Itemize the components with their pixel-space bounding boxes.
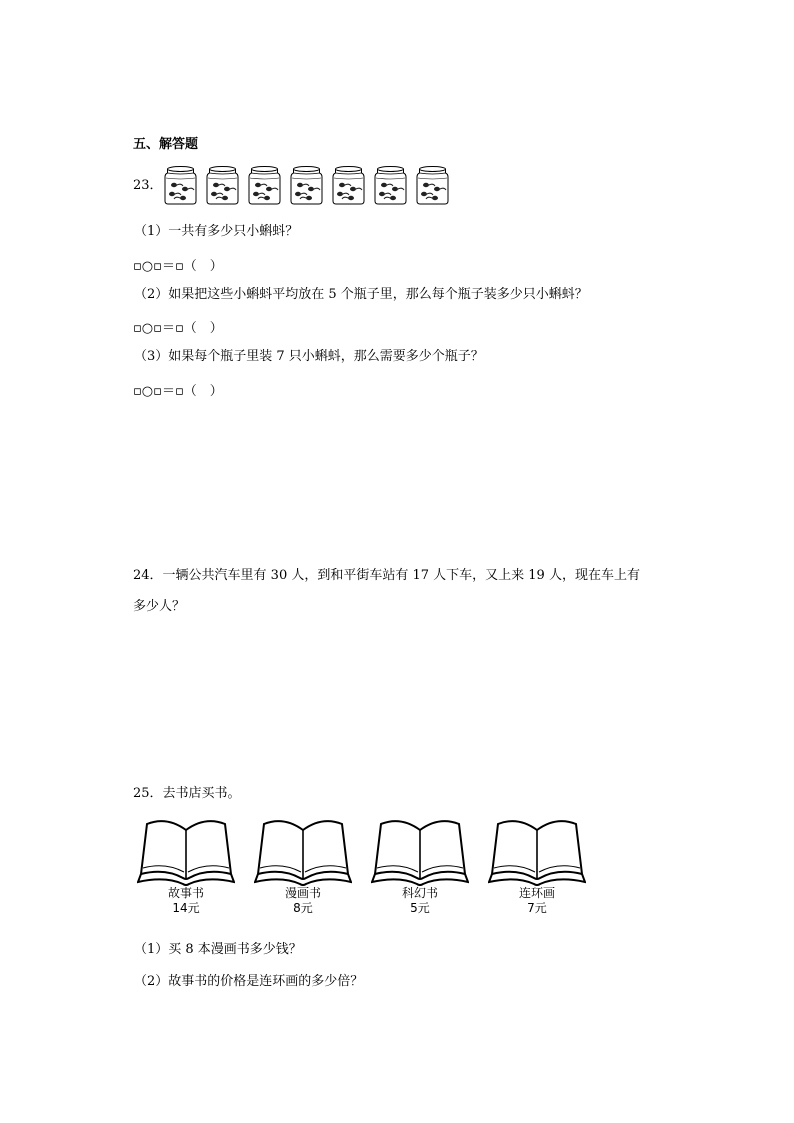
question-24-line-2: 多少人？ xyxy=(133,599,186,614)
book-name: 连环画 xyxy=(518,886,555,900)
book-price: 5元 xyxy=(410,901,430,915)
question-23-part-1: （1）一共有多少只小蝌蚪？ xyxy=(134,224,299,239)
book-name: 故事书 xyxy=(167,886,204,900)
book-name: 漫画书 xyxy=(284,886,321,900)
book-price: 8元 xyxy=(293,901,313,915)
tadpole-jar-icon xyxy=(205,165,240,205)
book-price: 14元 xyxy=(172,901,200,915)
question-25-part-1: （1）买 8 本漫画书多少钱？ xyxy=(134,942,302,957)
book-list xyxy=(137,818,597,918)
tadpole-jar-icon xyxy=(247,165,282,205)
tadpole-jar-icon xyxy=(415,165,450,205)
question-25-part-2: （2）故事书的价格是连环画的多少倍？ xyxy=(134,974,364,989)
book-item xyxy=(488,818,586,916)
tadpole-jar-icon xyxy=(373,165,408,205)
open-book-icon xyxy=(254,818,352,886)
answer-equation-2: ▫○▫＝▫（ ） xyxy=(133,321,223,336)
answer-equation-3: ▫○▫＝▫（ ） xyxy=(133,384,223,399)
section-title: 五、解答题 xyxy=(133,137,199,152)
question-23-number: 23． xyxy=(133,178,163,193)
book-item xyxy=(254,818,352,916)
answer-equation-1: ▫○▫＝▫（ ） xyxy=(133,259,223,274)
book-name: 科幻书 xyxy=(401,886,438,900)
question-23-part-2: （2）如果把这些小蝌蚪平均放在 5 个瓶子里，那么每个瓶子装多少只小蝌蚪？ xyxy=(134,287,588,302)
book-item xyxy=(137,818,235,916)
open-book-icon xyxy=(137,818,235,886)
tadpole-jar-icon xyxy=(331,165,366,205)
question-25-title: 25．去书店买书。 xyxy=(133,786,241,801)
book-item xyxy=(371,818,469,916)
book-price: 7元 xyxy=(527,901,547,915)
question-23-part-3: （3）如果每个瓶子里装 7 只小蝌蚪，那么需要多少个瓶子？ xyxy=(134,349,484,364)
open-book-icon xyxy=(488,818,586,886)
tadpole-jar-icon xyxy=(163,165,198,205)
tadpole-jar-icon xyxy=(289,165,324,205)
question-24-line-1: 24．一辆公共汽车里有 30 人，到和平街车站有 17 人下车，又上来 19 人，现在车上有 xyxy=(133,568,640,583)
tadpole-jars xyxy=(163,165,450,205)
open-book-icon xyxy=(371,818,469,886)
